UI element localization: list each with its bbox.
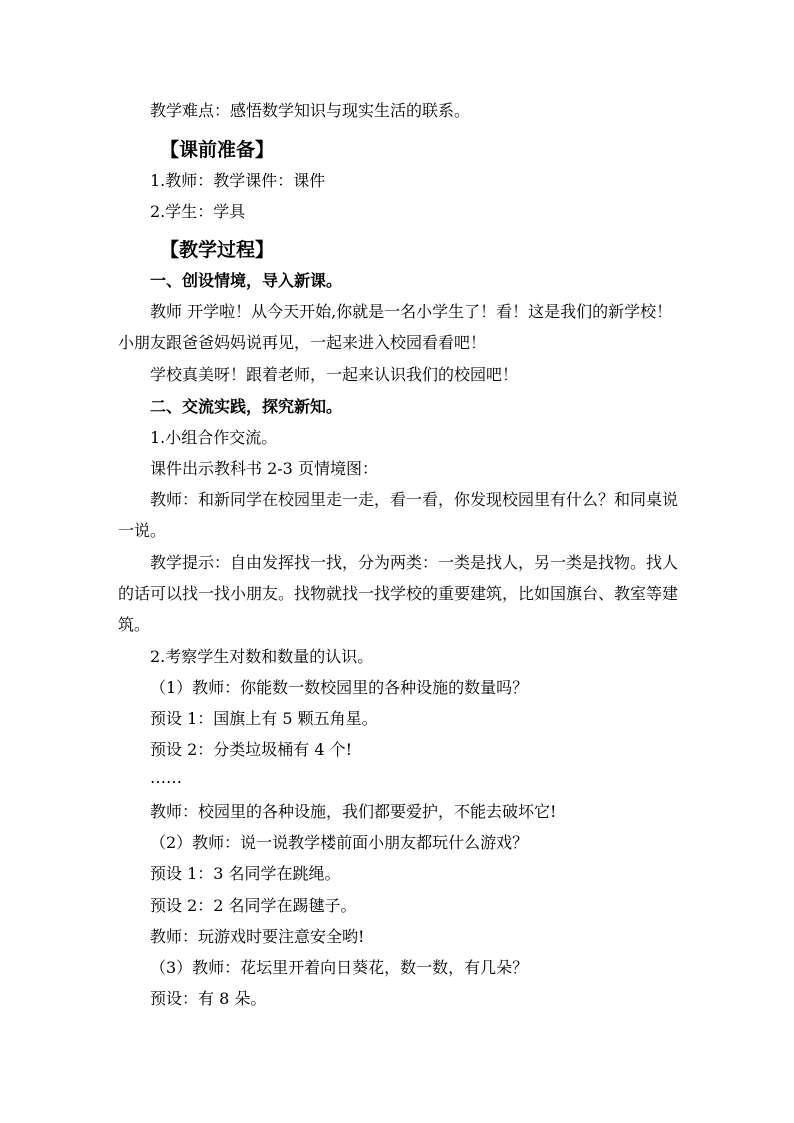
- paragraph-line: 1.小组合作交流。: [150, 428, 278, 447]
- section-heading-process: 【教学过程】: [160, 239, 275, 261]
- paragraph-line: 筑。: [118, 615, 151, 634]
- paragraph-line: （2）教师：说一说教学楼前面小朋友都玩什么游戏？: [150, 833, 529, 852]
- paragraph-line: （3）教师：花坛里开着向日葵花，数一数，有几朵？: [150, 958, 529, 977]
- paragraph-line: 教学提示：自由发挥找一找，分为两类：一类是找人，另一类是找物。找人: [150, 553, 679, 572]
- paragraph-line: 预设 2：分类垃圾桶有 4 个!: [150, 740, 353, 759]
- paragraph-line: 教师：和新同学在校园里走一走，看一看，你发现校园里有什么？和同桌说: [150, 490, 679, 509]
- subheading-part-two: 二、交流实践，探究新知。: [150, 397, 343, 416]
- ellipsis-line: ……: [150, 768, 182, 787]
- paragraph-line: 2.考察学生对数和数量的认识。: [150, 647, 374, 666]
- paragraph-teaching-difficulty: 教学难点：感悟数学知识与现实生活的联系。: [150, 101, 471, 120]
- paragraph-line: （1）教师：你能数一数校园里的各种设施的数量吗？: [150, 678, 529, 697]
- paragraph-line: 预设 1：国旗上有 5 颗五角星。: [150, 709, 378, 728]
- paragraph-line: 教师：玩游戏时要注意安全哟!: [150, 927, 365, 946]
- paragraph-line: 学校真美呀！跟着老师，一起来认识我们的校园吧！: [150, 365, 519, 384]
- paragraph-line: 的话可以找一找小朋友。找物就找一找学校的重要建筑，比如国旗台、教室等建: [118, 584, 679, 603]
- paragraph-line: 小朋友跟爸爸妈妈说再见，一起来进入校园看看吧！: [118, 333, 487, 352]
- paragraph-line: 预设：有 8 朵。: [150, 989, 267, 1008]
- paragraph-line: 课件出示教科书 2-3 页情境图：: [150, 459, 378, 478]
- section-heading-preparation: 【课前准备】: [160, 139, 275, 161]
- paragraph-teacher-prep: 1.教师：教学课件：课件: [150, 171, 326, 190]
- paragraph-line: 预设 1：3 名同学在跳绳。: [150, 864, 341, 883]
- paragraph-student-prep: 2.学生：学具: [150, 202, 246, 221]
- paragraph-line: 预设 2：2 名同学在踢毽子。: [150, 896, 357, 915]
- subheading-part-one: 一、创设情境，导入新课。: [150, 271, 343, 290]
- paragraph-line: 一说。: [118, 521, 167, 540]
- paragraph-line: 教师：校园里的各种设施，我们都要爱护，不能去破坏它!: [150, 802, 557, 821]
- paragraph-line: 教师 开学啦！从今天开始,你就是一名小学生了！看！这是我们的新学校！: [150, 302, 673, 321]
